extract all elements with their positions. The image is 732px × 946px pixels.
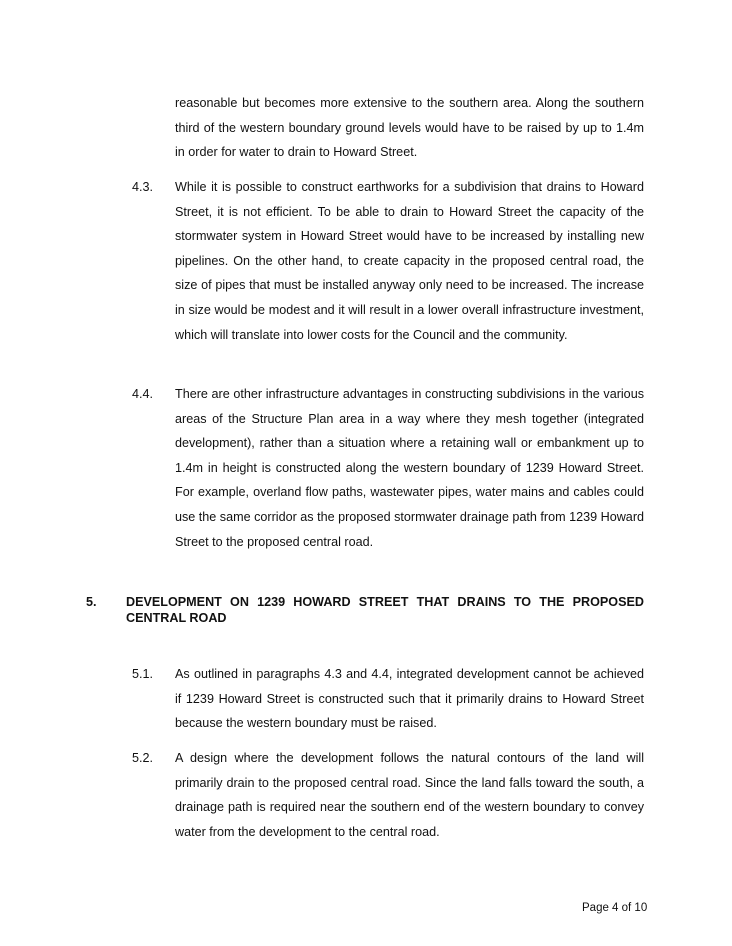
section-heading: DEVELOPMENT ON 1239 HOWARD STREET THAT DRAINS TO THE PROPOSED CENTRAL ROAD <box>126 595 644 625</box>
paragraph-4-4: There are other infrastructure advantages in constructing subdivisions in the various areas of the Structure Plan area in a way where they mesh together (integrated development), rather than a situation where a retaining wall or embankment up to 1.4m in height is constructed along the western boundary of 1239 Howard Street. For example, overland flow paths, wastewater pipes, water mains and cables could use the same corridor as the proposed stormwater drainage path from 1239 Howard Street to the proposed central road. <box>175 387 645 549</box>
paragraph-number-5-2: 5.2. <box>132 751 154 765</box>
paragraph-4-3: While it is possible to construct earthworks for a subdivision that drains to Howard Street, it is not efficient. To be able to drain to Howard Street the capacity of the stormwater system in Howard Street would have to be increased by installing new pipelines. On the other hand, to create capacity in the proposed central road, the size of pipes that must be installed anyway only need to be increased. The increase in size would be modest and it will result in a lower overall infrastructure investment, which will translate into lower costs for the Council and the community. <box>175 180 644 342</box>
section-number: 5. <box>86 595 97 609</box>
paragraph-continuation: reasonable but becomes more extensive to the southern area. Along the southern third of the western boundary ground levels would have to be raised by up to 1.4m in order for water to drain to Howard Street. <box>175 96 644 160</box>
paragraph-number-4-3: 4.3. <box>132 180 154 194</box>
paragraph-5-2: A design where the development follows the natural contours of the land will primarily drain to the proposed central road. Since the land falls toward the south, a drainage path is required near the southern end of the western boundary to convey water from the development to the central road. <box>175 751 644 839</box>
paragraph-number-5-1: 5.1. <box>132 667 154 681</box>
page-number: Page 4 of 10 <box>582 902 648 914</box>
paragraph-number-4-4: 4.4. <box>132 387 154 401</box>
paragraph-5-1: As outlined in paragraphs 4.3 and 4.4, integrated development cannot be achieved if 1239 Howard Street is constructed such that it primarily drains to Howard Street because the western boundary must be raised. <box>175 667 644 731</box>
